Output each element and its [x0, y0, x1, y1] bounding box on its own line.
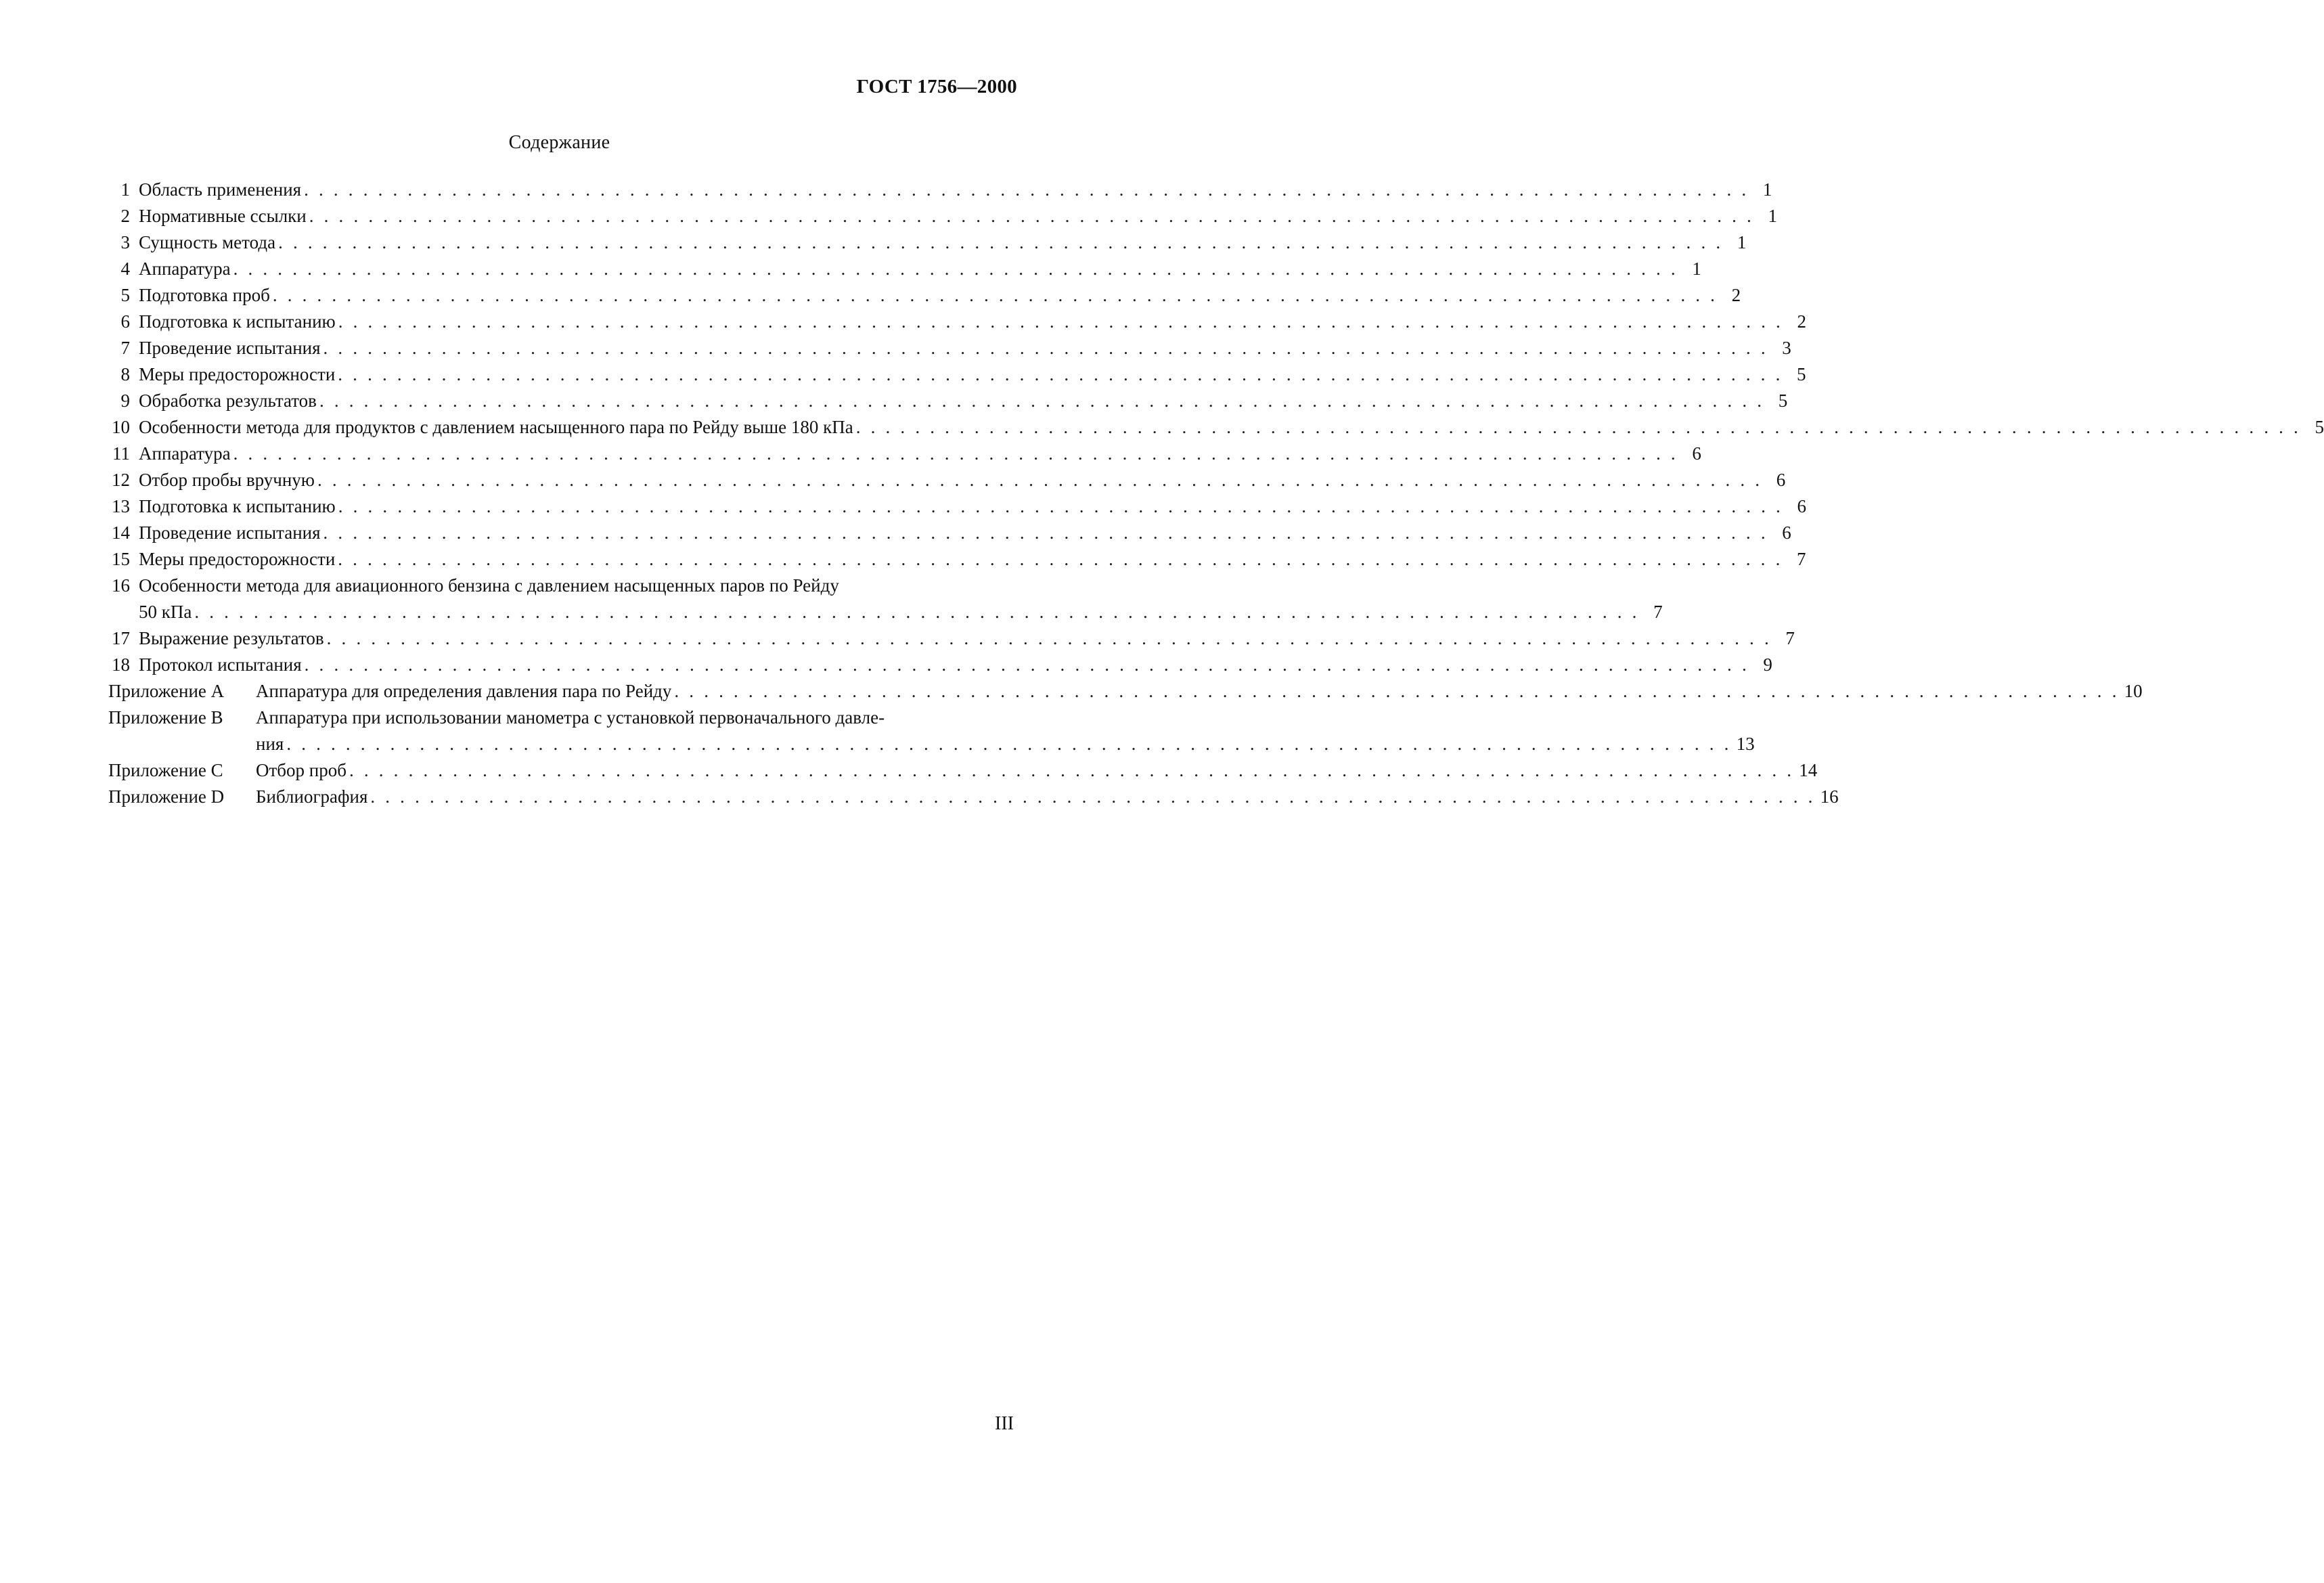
toc-entry[interactable] — [108, 414, 2324, 441]
toc-leader-dots: . . . . . . . . . . . . . . . . . . . . . . . . . . . . . . . . . . . . . . . . . . . . . . . . . . . . . . . . . . . . . . . . . . . . . . . . . . . . . . . . . . . . . . . . . . . . . . . . . . — [286, 734, 1732, 754]
toc-entry-page: 7 — [1785, 628, 1795, 648]
toc-entry-title: Проведение испытания — [139, 338, 321, 358]
toc-appendix-title-continued: ния — [256, 734, 284, 754]
toc-entry[interactable] — [108, 520, 1791, 546]
toc-appendix-a[interactable] — [108, 678, 2143, 705]
toc-entry[interactable] — [108, 493, 1806, 520]
toc-entry-page: 5 — [1778, 391, 1788, 411]
toc-entry-number: 4 — [120, 259, 130, 279]
toc-entry-title: Сущность метода — [139, 232, 276, 252]
toc-leader-dots: . . . . . . . . . . . . . . . . . . . . . . . . . . . . . . . . . . . . . . . . . . . . . . . . . . . . . . . . . . . . . . . . . . . . . . . . . . . . . . . . . . . . . . . . . . . . . . . . . . — [323, 338, 1768, 358]
toc-entry[interactable] — [108, 309, 1806, 335]
toc-entry-number: 16 — [112, 575, 130, 596]
toc-entry-page: 6 — [1776, 470, 1786, 490]
toc-entry-page: 7 — [1653, 602, 1663, 622]
toc-leader-dots: . . . . . . . . . . . . . . . . . . . . . . . . . . . . . . . . . . . . . . . . . . . . . . . . . . . . . . . . . . . . . . . . . . . . . . . . . . . . . . . . . . . . . . . . . . . . . . . . . . — [326, 628, 1772, 648]
toc-entry[interactable] — [108, 625, 1795, 652]
toc-entry-page: 5 — [1797, 364, 1806, 384]
toc-entry-title: Нормативные ссылки — [139, 206, 307, 226]
toc-entry[interactable] — [108, 203, 1777, 229]
toc-appendix-page: 16 — [1820, 786, 1839, 807]
toc-entry[interactable] — [108, 441, 1701, 467]
toc-entry-number: 6 — [120, 311, 130, 332]
document-header-code: ГОСТ 1756—2000 — [856, 76, 1017, 97]
toc-entry-number: 2 — [120, 206, 130, 226]
toc-leader-dots: . . . . . . . . . . . . . . . . . . . . . . . . . . . . . . . . . . . . . . . . . . . . . . . . . . . . . . . . . . . . . . . . . . . . . . . . . . . . . . . . . . . . . . . . . . . . . . . . . . — [309, 206, 1754, 226]
toc-entry[interactable] — [108, 546, 1806, 573]
toc-appendix-title: Аппаратура для определения давления пара по Рейду — [256, 681, 672, 701]
toc-entry-page: 1 — [1692, 259, 1701, 279]
toc-entry-title: Выражение результатов — [139, 628, 324, 648]
toc-entry-title: Аппаратура — [139, 443, 231, 464]
toc-appendix-c[interactable] — [108, 757, 1818, 784]
toc-entry-page: 7 — [1797, 549, 1806, 569]
toc-leader-dots: . . . . . . . . . . . . . . . . . . . . . . . . . . . . . . . . . . . . . . . . . . . . . . . . . . . . . . . . . . . . . . . . . . . . . . . . . . . . . . . . . . . . . . . . . . . . . . . . . . — [272, 285, 1718, 305]
toc-entry-title: Особенности метода для продуктов с давлением насыщенного пара по Рейду выше 180 кПа — [139, 417, 853, 437]
toc-entry-page: 2 — [1731, 285, 1741, 305]
toc-entry[interactable] — [108, 229, 1747, 256]
toc-entry[interactable] — [108, 177, 1772, 203]
table-of-contents — [108, 177, 2324, 810]
toc-entry[interactable] — [108, 361, 1806, 388]
toc-entry-title: Подготовка к испытанию — [139, 311, 336, 332]
toc-entry-number: 9 — [120, 391, 130, 411]
toc-entry-title: Аппаратура — [139, 259, 231, 279]
toc-leader-dots: . . . . . . . . . . . . . . . . . . . . . . . . . . . . . . . . . . . . . . . . . . . . . . . . . . . . . . . . . . . . . . . . . . . . . . . . . . . . . . . . . . . . . . . . . . . . . . . . . . — [304, 654, 1749, 675]
toc-entry-number: 5 — [120, 285, 130, 305]
toc-entry-number: 8 — [120, 364, 130, 384]
toc-entry-title-continued: 50 кПа — [139, 602, 192, 622]
toc-entry[interactable] — [108, 573, 1663, 625]
toc-entry-number: 15 — [112, 549, 130, 569]
toc-entry-page: 9 — [1763, 654, 1772, 675]
toc-appendix-page: 10 — [2124, 681, 2143, 701]
toc-leader-dots: . . . . . . . . . . . . . . . . . . . . . . . . . . . . . . . . . . . . . . . . . . . . . . . . . . . . . . . . . . . . . . . . . . . . . . . . . . . . . . . . . . . . . . . . . . . . . . . . . . — [319, 391, 1765, 411]
toc-entry[interactable] — [108, 256, 1701, 282]
toc-entry-title: Обработка результатов — [139, 391, 317, 411]
toc-entry-title: Меры предосторожности — [139, 364, 336, 384]
toc-entry[interactable] — [108, 652, 1772, 678]
toc-entry-title: Область применения — [139, 179, 302, 200]
toc-entry-page: 6 — [1692, 443, 1701, 464]
toc-leader-dots: . . . . . . . . . . . . . . . . . . . . . . . . . . . . . . . . . . . . . . . . . . . . . . . . . . . . . . . . . . . . . . . . . . . . . . . . . . . . . . . . . . . . . . . . . . . . . . . . . . — [233, 259, 1678, 279]
toc-appendix-page: 14 — [1799, 760, 1818, 780]
toc-entry-title: Подготовка проб — [139, 285, 270, 305]
toc-entry-page: 1 — [1762, 179, 1772, 200]
toc-appendix-label: Приложение D — [108, 786, 225, 807]
toc-leader-dots: . . . . . . . . . . . . . . . . . . . . . . . . . . . . . . . . . . . . . . . . . . . . . . . . . . . . . . . . . . . . . . . . . . . . . . . . . . . . . . . . . . . . . . . . . . . . . . . . . . — [338, 311, 1783, 332]
toc-leader-dots: . . . . . . . . . . . . . . . . . . . . . . . . . . . . . . . . . . . . . . . . . . . . . . . . . . . . . . . . . . . . . . . . . . . . . . . . . . . . . . . . . . . . . . . . . . . . . . . . . . — [194, 602, 1640, 622]
toc-entry-title: Протокол испытания — [139, 654, 302, 675]
toc-leader-dots: . . . . . . . . . . . . . . . . . . . . . . . . . . . . . . . . . . . . . . . . . . . . . . . . . . . . . . . . . . . . . . . . . . . . . . . . . . . . . . . . . . . . . . . . . . . . . . . . . . — [278, 232, 1724, 252]
toc-appendix-title: Аппаратура при использовании манометра с установкой первоначального давле- — [256, 707, 885, 728]
toc-entry-number: 10 — [112, 417, 130, 437]
toc-appendix-label: Приложение С — [108, 760, 223, 780]
toc-entry-title: Подготовка к испытанию — [139, 496, 336, 516]
toc-entry[interactable] — [108, 282, 1741, 309]
toc-entry-title: Меры предосторожности — [139, 549, 336, 569]
toc-entry-number: 17 — [112, 628, 130, 648]
toc-entry-page: 5 — [2315, 417, 2324, 437]
toc-entry-number: 18 — [112, 654, 130, 675]
toc-appendix-d[interactable] — [108, 784, 1839, 810]
toc-leader-dots: . . . . . . . . . . . . . . . . . . . . . . . . . . . . . . . . . . . . . . . . . . . . . . . . . . . . . . . . . . . . . . . . . . . . . . . . . . . . . . . . . . . . . . . . . . . . . . . . . . — [349, 760, 1795, 780]
toc-entry-number: 3 — [120, 232, 130, 252]
toc-entry-number: 12 — [112, 470, 130, 490]
toc-entry-number: 7 — [120, 338, 130, 358]
toc-leader-dots: . . . . . . . . . . . . . . . . . . . . . . . . . . . . . . . . . . . . . . . . . . . . . . . . . . . . . . . . . . . . . . . . . . . . . . . . . . . . . . . . . . . . . . . . . . . . . . . . . . — [317, 470, 1763, 490]
toc-appendix-label: Приложение А — [108, 681, 225, 701]
toc-entry-number: 11 — [112, 443, 130, 464]
toc-appendix-b[interactable] — [108, 705, 1755, 757]
toc-entry-title: Проведение испытания — [139, 522, 321, 543]
page-number: III — [995, 1413, 1014, 1434]
toc-leader-dots: . . . . . . . . . . . . . . . . . . . . . . . . . . . . . . . . . . . . . . . . . . . . . . . . . . . . . . . . . . . . . . . . . . . . . . . . . . . . . . . . . . . . . . . . . . . . . . . . . . — [370, 786, 1816, 807]
toc-entry-title: Отбор пробы вручную — [139, 470, 315, 490]
toc-leader-dots: . . . . . . . . . . . . . . . . . . . . . . . . . . . . . . . . . . . . . . . . . . . . . . . . . . . . . . . . . . . . . . . . . . . . . . . . . . . . . . . . . . . . . . . . . . . . . . . . . . — [855, 417, 2301, 437]
toc-leader-dots: . . . . . . . . . . . . . . . . . . . . . . . . . . . . . . . . . . . . . . . . . . . . . . . . . . . . . . . . . . . . . . . . . . . . . . . . . . . . . . . . . . . . . . . . . . . . . . . . . . — [233, 443, 1678, 464]
toc-entry[interactable] — [108, 467, 1786, 493]
toc-entry-number: 14 — [112, 522, 130, 543]
toc-entry-page: 1 — [1768, 206, 1777, 226]
toc-leader-dots: . . . . . . . . . . . . . . . . . . . . . . . . . . . . . . . . . . . . . . . . . . . . . . . . . . . . . . . . . . . . . . . . . . . . . . . . . . . . . . . . . . . . . . . . . . . . . . . . . . — [674, 681, 2120, 701]
toc-entry-page: 2 — [1797, 311, 1806, 332]
toc-appendix-title: Библиография — [256, 786, 368, 807]
toc-entry-page: 6 — [1782, 522, 1791, 543]
toc-leader-dots: . . . . . . . . . . . . . . . . . . . . . . . . . . . . . . . . . . . . . . . . . . . . . . . . . . . . . . . . . . . . . . . . . . . . . . . . . . . . . . . . . . . . . . . . . . . . . . . . . . — [323, 522, 1768, 543]
toc-appendix-title: Отбор проб — [256, 760, 347, 780]
toc-entry[interactable] — [108, 388, 1788, 414]
toc-entry-title: Особенности метода для авиационного бензина с давлением насыщенных паров по Рейду — [139, 575, 839, 596]
toc-leader-dots: . . . . . . . . . . . . . . . . . . . . . . . . . . . . . . . . . . . . . . . . . . . . . . . . . . . . . . . . . . . . . . . . . . . . . . . . . . . . . . . . . . . . . . . . . . . . . . . . . . — [304, 179, 1749, 200]
toc-entry[interactable] — [108, 335, 1791, 361]
toc-entry-page: 1 — [1737, 232, 1747, 252]
toc-leader-dots: . . . . . . . . . . . . . . . . . . . . . . . . . . . . . . . . . . . . . . . . . . . . . . . . . . . . . . . . . . . . . . . . . . . . . . . . . . . . . . . . . . . . . . . . . . . . . . . . . . — [338, 364, 1783, 384]
toc-title: Содержание — [508, 132, 610, 153]
toc-appendix-page: 13 — [1736, 734, 1755, 754]
toc-entry-page: 3 — [1782, 338, 1791, 358]
toc-entry-number: 1 — [120, 179, 130, 200]
toc-leader-dots: . . . . . . . . . . . . . . . . . . . . . . . . . . . . . . . . . . . . . . . . . . . . . . . . . . . . . . . . . . . . . . . . . . . . . . . . . . . . . . . . . . . . . . . . . . . . . . . . . . — [338, 549, 1783, 569]
toc-entry-number: 13 — [112, 496, 130, 516]
toc-appendix-label: Приложение В — [108, 707, 223, 728]
toc-entry-page: 6 — [1797, 496, 1806, 516]
toc-leader-dots: . . . . . . . . . . . . . . . . . . . . . . . . . . . . . . . . . . . . . . . . . . . . . . . . . . . . . . . . . . . . . . . . . . . . . . . . . . . . . . . . . . . . . . . . . . . . . . . . . . — [338, 496, 1783, 516]
